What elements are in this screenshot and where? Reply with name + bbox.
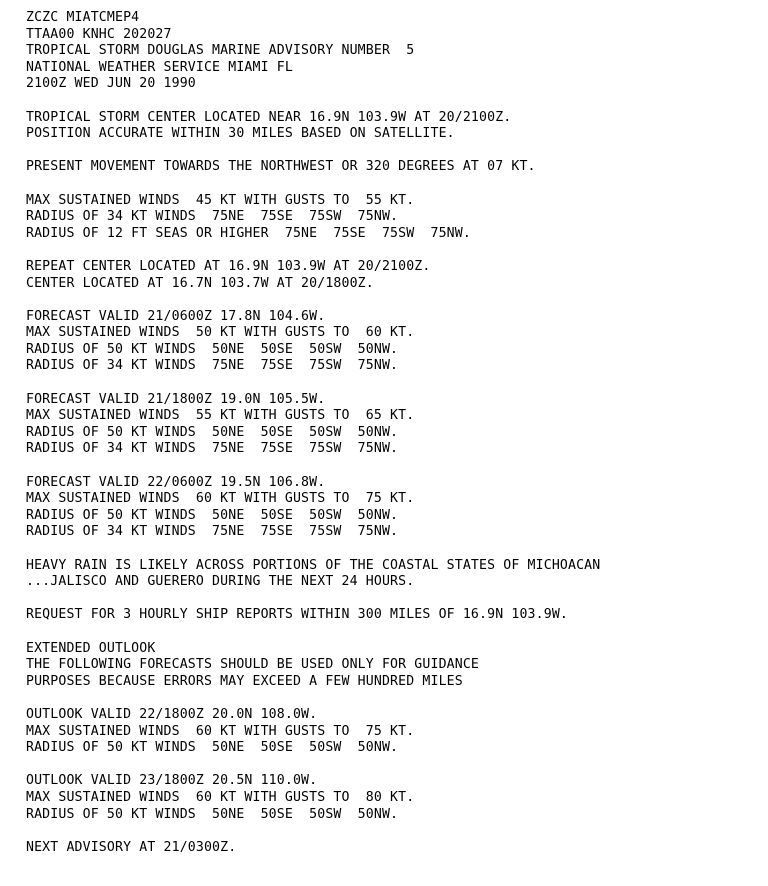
text-line: PURPOSES BECAUSE ERRORS MAY EXCEED A FEW HUNDRED MILES: [26, 673, 463, 689]
text-line: THE FOLLOWING FORECASTS SHOULD BE USED ONLY FOR GUIDANCE: [26, 657, 480, 673]
next-advisory-line: NEXT ADVISORY AT 21/0300Z.: [26, 839, 237, 855]
text-line: OUTLOOK VALID 22/1800Z 20.0N 108.0W.: [26, 706, 318, 722]
forecast-block-2: [26, 392, 768, 458]
issuing-office: NATIONAL WEATHER SERVICE MIAMI FL: [26, 59, 293, 75]
text-line: REQUEST FOR 3 HOURLY SHIP REPORTS WITHIN 300 MILES OF 16.9N 103.9W.: [26, 607, 568, 623]
issue-time: 2100Z WED JUN 20 1990: [26, 76, 196, 92]
text-line: HEAVY RAIN IS LIKELY ACROSS PORTIONS OF THE COASTAL STATES OF MICHOACAN: [26, 557, 601, 573]
text-line: MAX SUSTAINED WINDS 55 KT WITH GUSTS TO 65 KT.: [26, 408, 415, 424]
movement-block: [26, 159, 768, 176]
text-line: FORECAST VALID 21/0600Z 17.8N 104.6W.: [26, 308, 326, 324]
text-line: RADIUS OF 50 KT WINDS 50NE 50SE 50SW 50NW.: [26, 341, 399, 357]
text-line: RADIUS OF 34 KT WINDS 75NE 75SE 75SW 75NW.: [26, 524, 399, 540]
next-advisory-block: [26, 840, 768, 857]
advisory-title: TROPICAL STORM DOUGLAS MARINE ADVISORY NUMBER 5: [26, 43, 415, 59]
forecast-block-3: [26, 475, 768, 541]
text-line: OUTLOOK VALID 23/1800Z 20.5N 110.0W.: [26, 773, 318, 789]
station-code-line: ZCZC MIATCMEP4: [26, 10, 140, 25]
text-line: MAX SUSTAINED WINDS 45 KT WITH GUSTS TO 55 KT.: [26, 192, 415, 208]
ship-reports-block: [26, 607, 768, 624]
text-line: ...JALISCO AND GUERERO DURING THE NEXT 24 HOURS.: [26, 574, 415, 590]
text-line: RADIUS OF 12 FT SEAS OR HIGHER 75NE 75SE 75SW 75NW.: [26, 225, 471, 241]
text-line: RADIUS OF 34 KT WINDS 75NE 75SE 75SW 75NW.: [26, 358, 399, 374]
heavy-rain-block: [26, 558, 768, 591]
text-line: MAX SUSTAINED WINDS 60 KT WITH GUSTS TO 80 KT.: [26, 789, 415, 805]
text-line: RADIUS OF 50 KT WINDS 50NE 50SE 50SW 50NW.: [26, 806, 399, 822]
routing-line: TTAA00 KNHC 202027: [26, 26, 172, 42]
text-line: MAX SUSTAINED WINDS 60 KT WITH GUSTS TO 75 KT.: [26, 491, 415, 507]
center-location-block: [26, 110, 768, 143]
text-line: MAX SUSTAINED WINDS 60 KT WITH GUSTS TO 75 KT.: [26, 723, 415, 739]
text-line: REPEAT CENTER LOCATED AT 16.9N 103.9W AT 20/2100Z.: [26, 258, 431, 274]
text-line: RADIUS OF 50 KT WINDS 50NE 50SE 50SW 50NW.: [26, 424, 399, 440]
text-line: MAX SUSTAINED WINDS 50 KT WITH GUSTS TO 60 KT.: [26, 325, 415, 341]
extended-outlook-block: [26, 641, 768, 691]
text-line: RADIUS OF 50 KT WINDS 50NE 50SE 50SW 50NW.: [26, 507, 399, 523]
text-line: RADIUS OF 50 KT WINDS 50NE 50SE 50SW 50NW.: [26, 740, 399, 756]
outlook-block-2: [26, 773, 768, 823]
repeat-center-block: [26, 259, 768, 292]
text-line: TROPICAL STORM CENTER LOCATED NEAR 16.9N 103.9W AT 20/2100Z.: [26, 109, 512, 125]
text-line: POSITION ACCURATE WITHIN 30 MILES BASED ON SATELLITE.: [26, 126, 455, 142]
advisory-document: [26, 10, 768, 856]
text-line: FORECAST VALID 22/0600Z 19.5N 106.8W.: [26, 474, 326, 490]
text-line: RADIUS OF 34 KT WINDS 75NE 75SE 75SW 75NW.: [26, 441, 399, 457]
forecast-block-1: [26, 309, 768, 375]
outlook-block-1: [26, 707, 768, 757]
text-line: CENTER LOCATED AT 16.7N 103.7W AT 20/1800Z.: [26, 275, 374, 291]
section-heading: EXTENDED OUTLOOK: [26, 640, 156, 656]
text-line: PRESENT MOVEMENT TOWARDS THE NORTHWEST OR 320 DEGREES AT 07 KT.: [26, 159, 536, 175]
current-winds-block: [26, 193, 768, 243]
text-line: RADIUS OF 34 KT WINDS 75NE 75SE 75SW 75NW.: [26, 209, 399, 225]
text-line: FORECAST VALID 21/1800Z 19.0N 105.5W.: [26, 391, 326, 407]
header-block: [26, 10, 768, 93]
